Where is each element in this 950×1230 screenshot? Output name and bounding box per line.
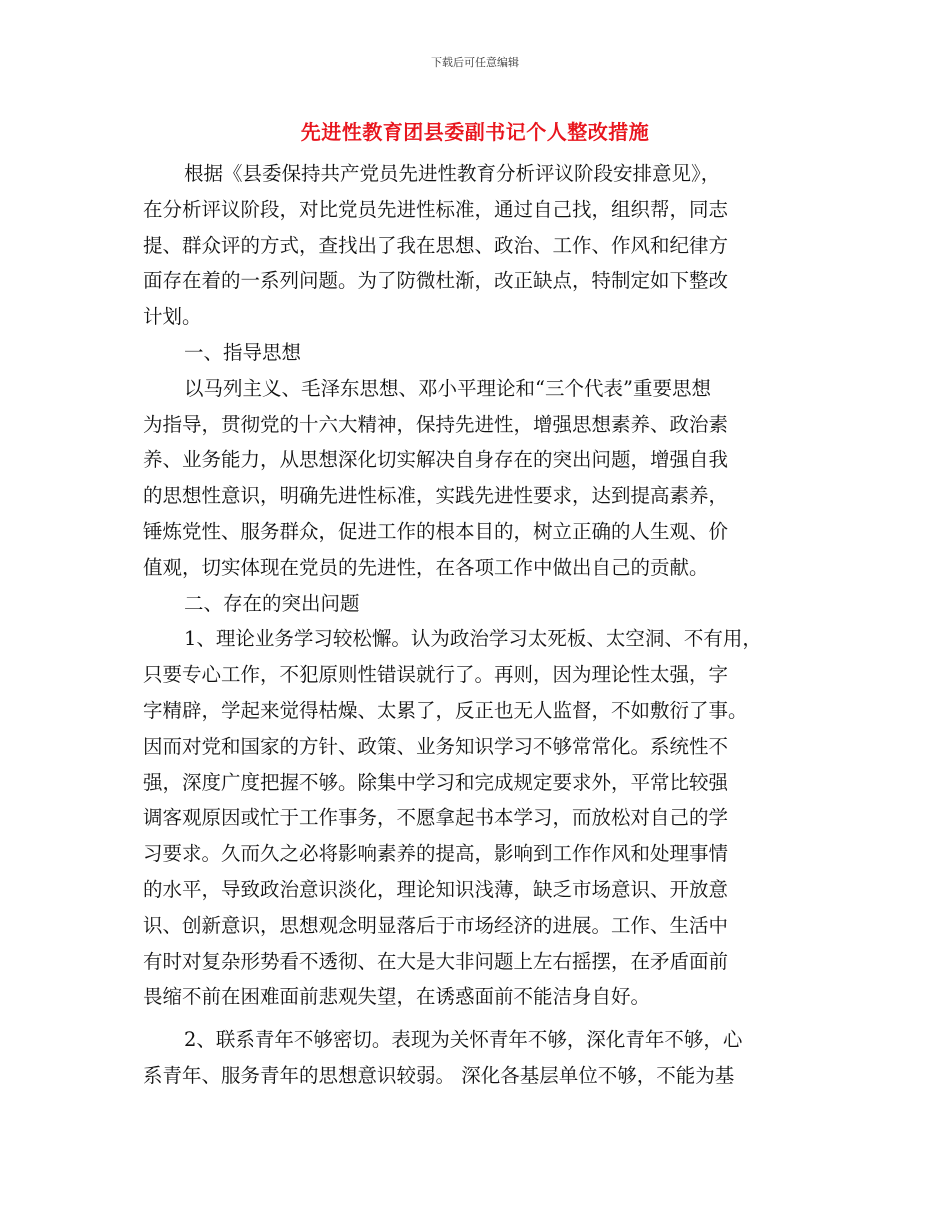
paragraph-line: 因而对党和国家的方针、政策、业务知识学习不够常常化。系统性不 <box>143 734 729 758</box>
document-body <box>143 156 823 1094</box>
paragraph-line: 为指导，贯彻党的十六大精神，保持先进性，增强思想素养、政治素 <box>143 412 729 436</box>
paragraph-line: 字精辟，学起来觉得枯燥、太累了，反正也无人监督，不如敷衍了事。 <box>143 698 748 722</box>
paragraph-line: 面存在着的一系列问题。为了防微杜渐，改正缺点，特制定如下整改 <box>143 269 729 293</box>
paragraph-line: 的思想性意识，明确先进性标准，实践先进性要求，达到提高素养， <box>143 484 729 508</box>
paragraph-line: 1、理论业务学习较松懈。认为政治学习太死板、太空洞、不有用， <box>184 627 762 651</box>
section-heading: 一、指导思想 <box>184 340 302 364</box>
document-title: 先进性教育团县委副书记个人整改措施 <box>300 120 650 144</box>
paragraph-line: 2、联系青年不够密切。表现为关怀青年不够，深化青年不够，心 <box>184 1028 743 1052</box>
paragraph-line: 系青年、服务青年的思想意识较弱。 深化各基层单位不够，不能为基 <box>143 1063 735 1087</box>
paragraph-line: 计划。 <box>143 305 202 329</box>
paragraph-line: 调客观原因或忙于工作事务，不愿拿起书本学习，而放松对自己的学 <box>143 806 729 830</box>
paragraph-line: 根据《县委保持共产党员先进性教育分析评议阶段安排意见》， <box>184 162 721 185</box>
paragraph-line: 养、业务能力，从思想深化切实解决自身存在的突出问题，增强自我 <box>143 448 729 472</box>
paragraph-line: 值观，切实体现在党员的先进性，在各项工作中做出自己的贡献。 <box>143 555 709 579</box>
section-heading: 二、存在的突出问题 <box>184 591 360 615</box>
paragraph-line: 习要求。久而久之必将影响素养的提高，影响到工作作风和处理事情 <box>143 842 729 866</box>
paragraph-line: 锤炼党性、服务群众，促进工作的根本目的，树立正确的人生观、价 <box>143 519 729 543</box>
paragraph-line: 提、群众评的方式，查找出了我在思想、政治、工作、作风和纪律方 <box>143 233 729 257</box>
paragraph-line: 识、创新意识，思想观念明显落后于市场经济的进展。工作、生活中 <box>143 913 729 937</box>
paragraph-line: 有时对复杂形势看不透彻、在大是大非问题上左右摇摆，在矛盾面前 <box>143 949 729 973</box>
paragraph-line: 畏缩不前在困难面前悲观失望，在诱惑面前不能洁身自好。 <box>143 985 651 1009</box>
paragraph-line: 强，深度广度把握不够。除集中学习和完成规定要求外，平常比较强 <box>143 770 729 794</box>
paragraph-line: 只要专心工作，不犯原则性错误就行了。再则，因为理论性太强，字 <box>143 663 729 687</box>
paragraph-line: 在分析评议阶段，对比党员先进性标准，通过自己找，组织帮，同志 <box>143 197 729 221</box>
header-note: 下载后可任意编辑 <box>431 56 519 69</box>
paragraph-line: 的水平，导致政治意识淡化，理论知识浅薄，缺乏市场意识、开放意 <box>143 877 729 901</box>
paragraph-line: 以马列主义、毛泽东思想、邓小平理论和“三个代表”重要思想 <box>184 376 711 400</box>
